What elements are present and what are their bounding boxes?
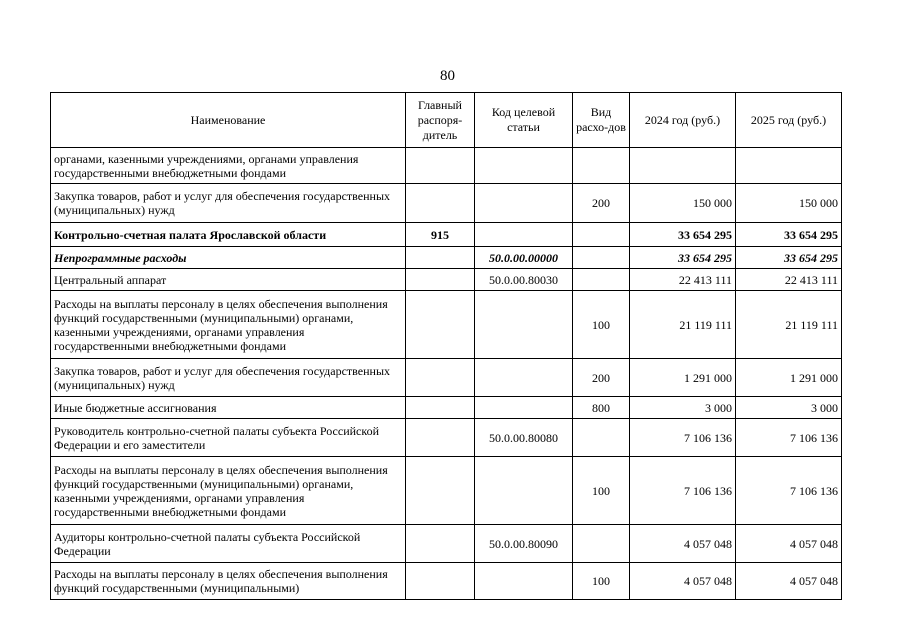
row-vid: 100 <box>573 291 630 359</box>
row-2024: 21 119 111 <box>630 291 736 359</box>
row-vid: 100 <box>573 457 630 525</box>
row-name: Расходы на выплаты персоналу в целях обеспечения выполнения функций государственными (муниципальными) органами, казенными учреждениями, органами управления государственными внебюджетными фондами <box>51 291 406 359</box>
row-owner <box>406 247 475 269</box>
row-vid <box>573 525 630 563</box>
row-name: Закупка товаров, работ и услуг для обеспечения государственных (муниципальных) нужд <box>51 359 406 397</box>
row-2025: 4 057 048 <box>736 563 842 600</box>
row-code <box>475 291 573 359</box>
row-owner <box>406 359 475 397</box>
row-2025: 21 119 111 <box>736 291 842 359</box>
row-vid <box>573 269 630 291</box>
table-row <box>51 563 842 600</box>
row-owner <box>406 397 475 419</box>
row-2024: 7 106 136 <box>630 419 736 457</box>
row-2025: 1 291 000 <box>736 359 842 397</box>
row-code: 50.0.00.00000 <box>475 247 573 269</box>
row-code <box>475 184 573 223</box>
table-row <box>51 247 842 269</box>
budget-table <box>50 92 842 600</box>
row-code <box>475 563 573 600</box>
row-name: Центральный аппарат <box>51 269 406 291</box>
row-vid <box>573 419 630 457</box>
row-owner <box>406 184 475 223</box>
row-vid: 200 <box>573 359 630 397</box>
row-name: Расходы на выплаты персоналу в целях обеспечения выполнения функций государственными (муниципальными) <box>51 563 406 600</box>
row-2025: 33 654 295 <box>736 223 842 247</box>
row-name: Расходы на выплаты персоналу в целях обеспечения выполнения функций государственными (муниципальными) органами, казенными учреждениями, органами управления государственными внебюджетными фондами <box>51 457 406 525</box>
row-vid <box>573 148 630 184</box>
row-code: 50.0.00.80030 <box>475 269 573 291</box>
row-owner: 915 <box>406 223 475 247</box>
row-name: органами, казенными учреждениями, органами управления государственными внебюджетными фондами <box>51 148 406 184</box>
table-row <box>51 269 842 291</box>
row-2025 <box>736 148 842 184</box>
row-2024: 150 000 <box>630 184 736 223</box>
table-row <box>51 148 842 184</box>
row-2024: 4 057 048 <box>630 525 736 563</box>
row-vid <box>573 223 630 247</box>
row-owner <box>406 148 475 184</box>
table-row <box>51 397 842 419</box>
row-owner <box>406 525 475 563</box>
row-2024 <box>630 148 736 184</box>
row-vid: 800 <box>573 397 630 419</box>
row-code <box>475 457 573 525</box>
row-code <box>475 148 573 184</box>
row-2025: 33 654 295 <box>736 247 842 269</box>
table-row <box>51 525 842 563</box>
row-owner <box>406 291 475 359</box>
row-owner <box>406 269 475 291</box>
row-name: Аудиторы контрольно-счетной палаты субъекта Российской Федерации <box>51 525 406 563</box>
row-2025: 3 000 <box>736 397 842 419</box>
row-2024: 1 291 000 <box>630 359 736 397</box>
row-code: 50.0.00.80090 <box>475 525 573 563</box>
row-vid <box>573 247 630 269</box>
row-2024: 33 654 295 <box>630 223 736 247</box>
row-2024: 22 413 111 <box>630 269 736 291</box>
row-owner <box>406 419 475 457</box>
row-name: Контрольно-счетная палата Ярославской области <box>51 223 406 247</box>
row-2025: 4 057 048 <box>736 525 842 563</box>
table-row <box>51 457 842 525</box>
row-code <box>475 223 573 247</box>
row-vid: 200 <box>573 184 630 223</box>
row-2024: 4 057 048 <box>630 563 736 600</box>
row-2025: 22 413 111 <box>736 269 842 291</box>
header-2025: 2025 год (руб.) <box>736 93 842 148</box>
row-2024: 7 106 136 <box>630 457 736 525</box>
page-number: 80 <box>440 68 455 84</box>
row-name: Руководитель контрольно-счетной палаты субъекта Российской Федерации и его заместители <box>51 419 406 457</box>
row-name: Закупка товаров, работ и услуг для обеспечения государственных (муниципальных) нужд <box>51 184 406 223</box>
header-owner: Главный распоря-дитель <box>406 93 475 148</box>
row-2024: 33 654 295 <box>630 247 736 269</box>
row-name: Непрограммные расходы <box>51 247 406 269</box>
row-2024: 3 000 <box>630 397 736 419</box>
header-name: Наименование <box>51 93 406 148</box>
header-2024: 2024 год (руб.) <box>630 93 736 148</box>
table-row <box>51 291 842 359</box>
row-2025: 7 106 136 <box>736 457 842 525</box>
table-row <box>51 223 842 247</box>
row-owner <box>406 563 475 600</box>
row-code <box>475 359 573 397</box>
table-row <box>51 184 842 223</box>
row-code: 50.0.00.80080 <box>475 419 573 457</box>
row-code <box>475 397 573 419</box>
table-row <box>51 419 842 457</box>
row-2025: 150 000 <box>736 184 842 223</box>
row-vid: 100 <box>573 563 630 600</box>
row-owner <box>406 457 475 525</box>
header-code: Код целевой статьи <box>475 93 573 148</box>
header-vid: Вид расхо-дов <box>573 93 630 148</box>
table-row <box>51 359 842 397</box>
table-header-row <box>51 93 842 148</box>
row-name: Иные бюджетные ассигнования <box>51 397 406 419</box>
row-2025: 7 106 136 <box>736 419 842 457</box>
